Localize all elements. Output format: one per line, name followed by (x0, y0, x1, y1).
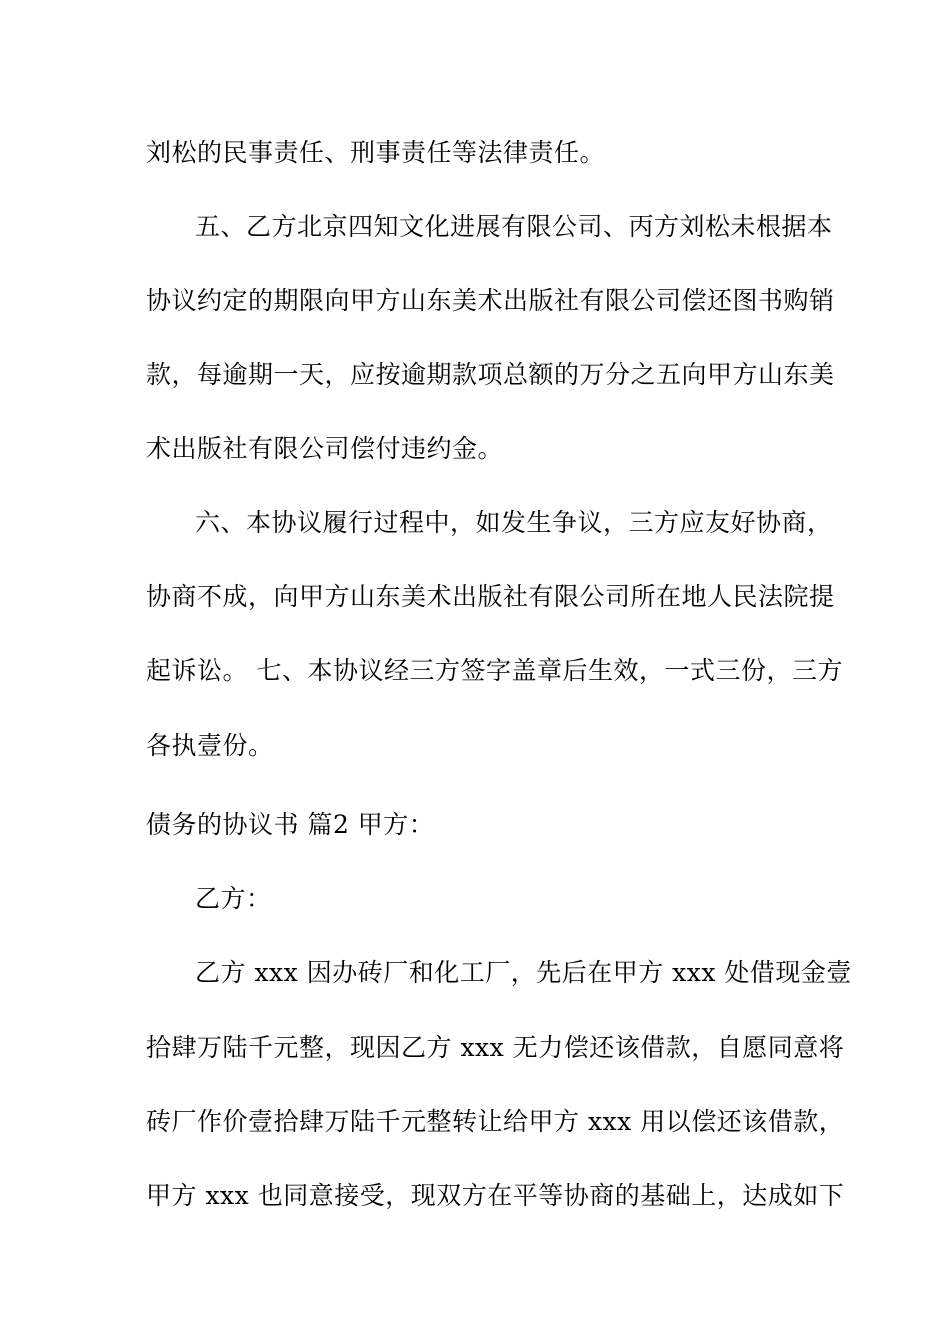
text-line: 乙方 xxx 因办砖厂和化工厂，先后在甲方 xxx 处借现金壹 (195, 958, 852, 987)
section-heading: 债务的协议书 篇2 甲方： (146, 810, 435, 839)
text-line: 款，每逾期一天，应按逾期款项总额的万分之五向甲方山东美 (146, 360, 835, 389)
text-line: 起诉讼。 七、本协议经三方签字盖章后生效，一式三份，三方 (146, 656, 843, 685)
text-line: 砖厂作价壹拾肆万陆千元整转让给甲方 xxx 用以偿还该借款， (146, 1107, 845, 1136)
text-line: 协商不成，向甲方山东美术出版社有限公司所在地人民法院提 (146, 582, 835, 611)
text-line: 各执壹份。 (146, 731, 274, 760)
text-line: 甲方 xxx 也同意接受，现双方在平等协商的基础上，达成如下 (146, 1181, 845, 1210)
text-line: 拾肆万陆千元整，现因乙方 xxx 无力偿还该借款，自愿同意将 (146, 1033, 845, 1062)
text-line: 术出版社有限公司偿付违约金。 (146, 434, 504, 463)
text-line: 六、本协议履行过程中，如发生争议，三方应友好协商， (195, 508, 833, 537)
text-line: 刘松的民事责任、刑事责任等法律责任。 (146, 138, 606, 167)
text-line: 五、乙方北京四知文化进展有限公司、丙方刘松未根据本 (195, 212, 833, 241)
text-line: 乙方： (195, 884, 272, 913)
text-line: 协议约定的期限向甲方山东美术出版社有限公司偿还图书购销 (146, 286, 835, 315)
